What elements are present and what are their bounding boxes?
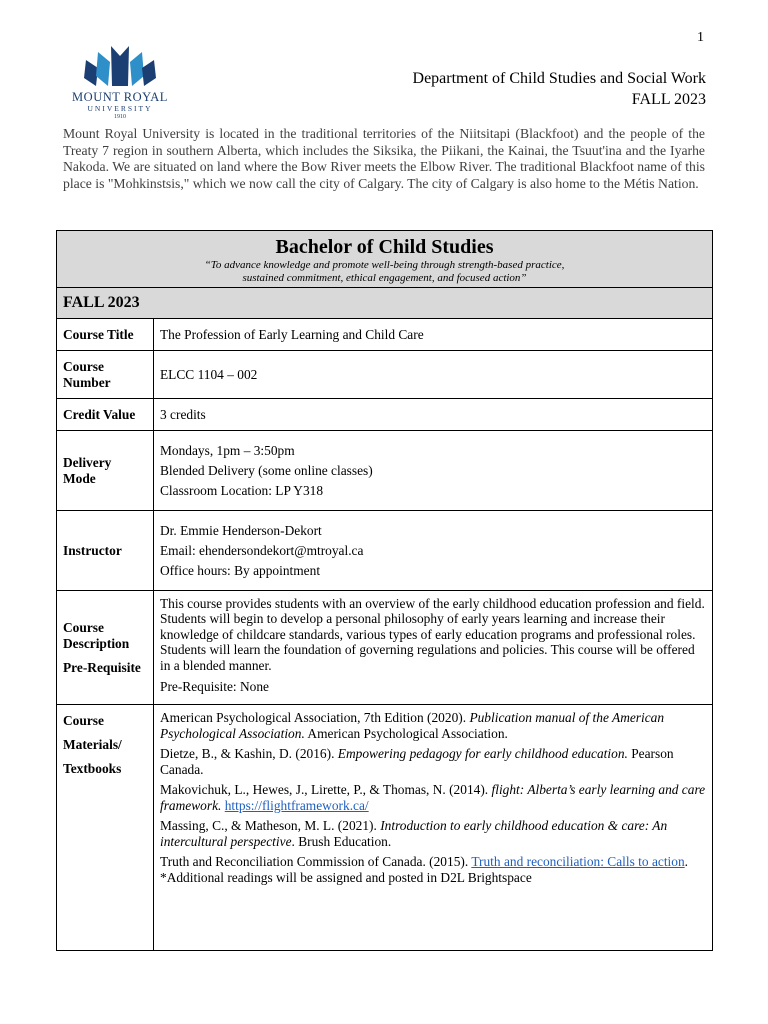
program-header [57, 231, 713, 288]
prereq-value: Pre-Requisite: None [160, 679, 269, 695]
instructor-email: Email: ehendersondekort@mtroyal.ca [160, 542, 364, 558]
term: FALL 2023 [631, 91, 706, 108]
course-number-value: ELCC 1104 – 002 [154, 351, 713, 399]
materials-label-2: Materials/ [63, 737, 122, 752]
course-description: This course provides students with an overview of the early childhood education profession and field. Students will begin to develop a personal philosophy of early years learning and increase their knowledge of childcare standards, various types of early education programs and professional roles. Students will learn the foundation of governing regulations and policies. This course will be offered in a blended manner. [160, 595, 705, 673]
logo-year: 1910 [114, 114, 126, 120]
program-title: Bachelor of Child Studies [275, 235, 494, 258]
university-logo [62, 46, 178, 118]
delivery-label-1: Delivery [63, 454, 112, 470]
reference-makovichuk [160, 782, 706, 814]
instructor-value [154, 511, 713, 591]
delivery-location: Classroom Location: LP Y318 [160, 482, 324, 498]
instructor-name: Dr. Emmie Henderson-Dekort [160, 522, 322, 538]
course-number-label-2: Number [63, 374, 111, 390]
course-title-label: Course Title [57, 319, 154, 351]
land-acknowledgement: Mount Royal University is located in the traditional territories of the Niitsitapi (Blackfoot) and the people of the Treaty 7 region in southern Alberta, which includes the Siksika, the Piikani, the Kainai, the Tsuut'ina and the Iyarhe Nakoda. We are situated on land where the Bow River meets the Elbow River. The traditional Blackfoot name of this place is "Mohkinstsis," which we now call the city of Calgary. The city of Calgary is also home to the Métis Nation. [63, 126, 705, 191]
credit-value: 3 credits [154, 399, 713, 431]
reference-apa [160, 710, 706, 742]
credit-label: Credit Value [57, 399, 154, 431]
delivery-time: Mondays, 1pm – 3:50pm [160, 442, 295, 458]
ref1-c: American Psychological Association. [304, 726, 508, 741]
ref5-c: . [684, 854, 689, 869]
ref3-b: flight: Alberta’s early learning and care framework. [160, 782, 706, 813]
course-title-value: The Profession of Early Learning and Child Care [154, 319, 713, 351]
prereq-label: Pre-Requisite [63, 659, 141, 675]
ref3-a: Makovichuk, L., Hewes, J., Lirette, P., & Thomas, N. (2014). [160, 782, 492, 797]
course-number-label-1: Course [63, 358, 104, 374]
materials-value [154, 705, 713, 951]
ref2-b: Empowering pedagogy for early childhood education. [337, 746, 628, 761]
program-motto-1: “To advance knowledge and promote well-being through strength-based practice, [204, 258, 565, 271]
logo-mountain-icon [84, 46, 156, 88]
ref2-c: Pearson Canada. [160, 746, 674, 777]
materials-label-3: Textbooks [63, 761, 122, 776]
description-label-2: Description [63, 635, 130, 651]
ref4-b: Introduction to early childhood education & care: An intercultural perspective [160, 818, 668, 849]
reference-massing [160, 818, 706, 850]
department-name: Department of Child Studies and Social Work [412, 70, 706, 87]
department-header [413, 68, 706, 110]
reference-dietze [160, 746, 706, 778]
delivery-label [57, 431, 154, 511]
course-info-table [56, 230, 713, 951]
term-row: FALL 2023 [57, 288, 713, 319]
delivery-value [154, 431, 713, 511]
ref1-a: American Psychological Association, 7th Edition (2020). [160, 710, 470, 725]
delivery-mode: Blended Delivery (some online classes) [160, 462, 373, 478]
trc-calls-link[interactable]: Truth and reconciliation: Calls to action [471, 854, 685, 869]
description-value [154, 591, 713, 705]
logo-name: MOUNT ROYAL [72, 90, 168, 104]
course-number-label [57, 351, 154, 399]
page-number: 1 [697, 30, 704, 45]
description-label-1: Course [63, 619, 104, 635]
flight-framework-link[interactable]: https://flightframework.ca/ [224, 798, 369, 813]
delivery-label-2: Mode [63, 470, 96, 486]
program-motto-2: sustained commitment, ethical engagement, and focused action” [242, 271, 527, 284]
instructor-label: Instructor [57, 511, 154, 591]
logo-sub: UNIVERSITY [87, 104, 153, 113]
ref4-a: Massing, C., & Matheson, M. L. (2021). [160, 818, 381, 833]
instructor-hours: Office hours: By appointment [160, 562, 321, 578]
materials-label-1: Course [63, 713, 104, 728]
ref4-c: . Brush Education. [291, 834, 392, 849]
reference-trc [160, 854, 706, 870]
ref1-b: Publication manual of the American Psychological Association. [160, 710, 665, 741]
materials-label [57, 705, 154, 951]
additional-readings: *Additional readings will be assigned and posted in D2L Brightspace [160, 870, 532, 885]
description-label [57, 591, 154, 705]
ref2-a: Dietze, B., & Kashin, D. (2016). [160, 746, 338, 761]
ref5-a: Truth and Reconciliation Commission of Canada. (2015). [160, 854, 472, 869]
